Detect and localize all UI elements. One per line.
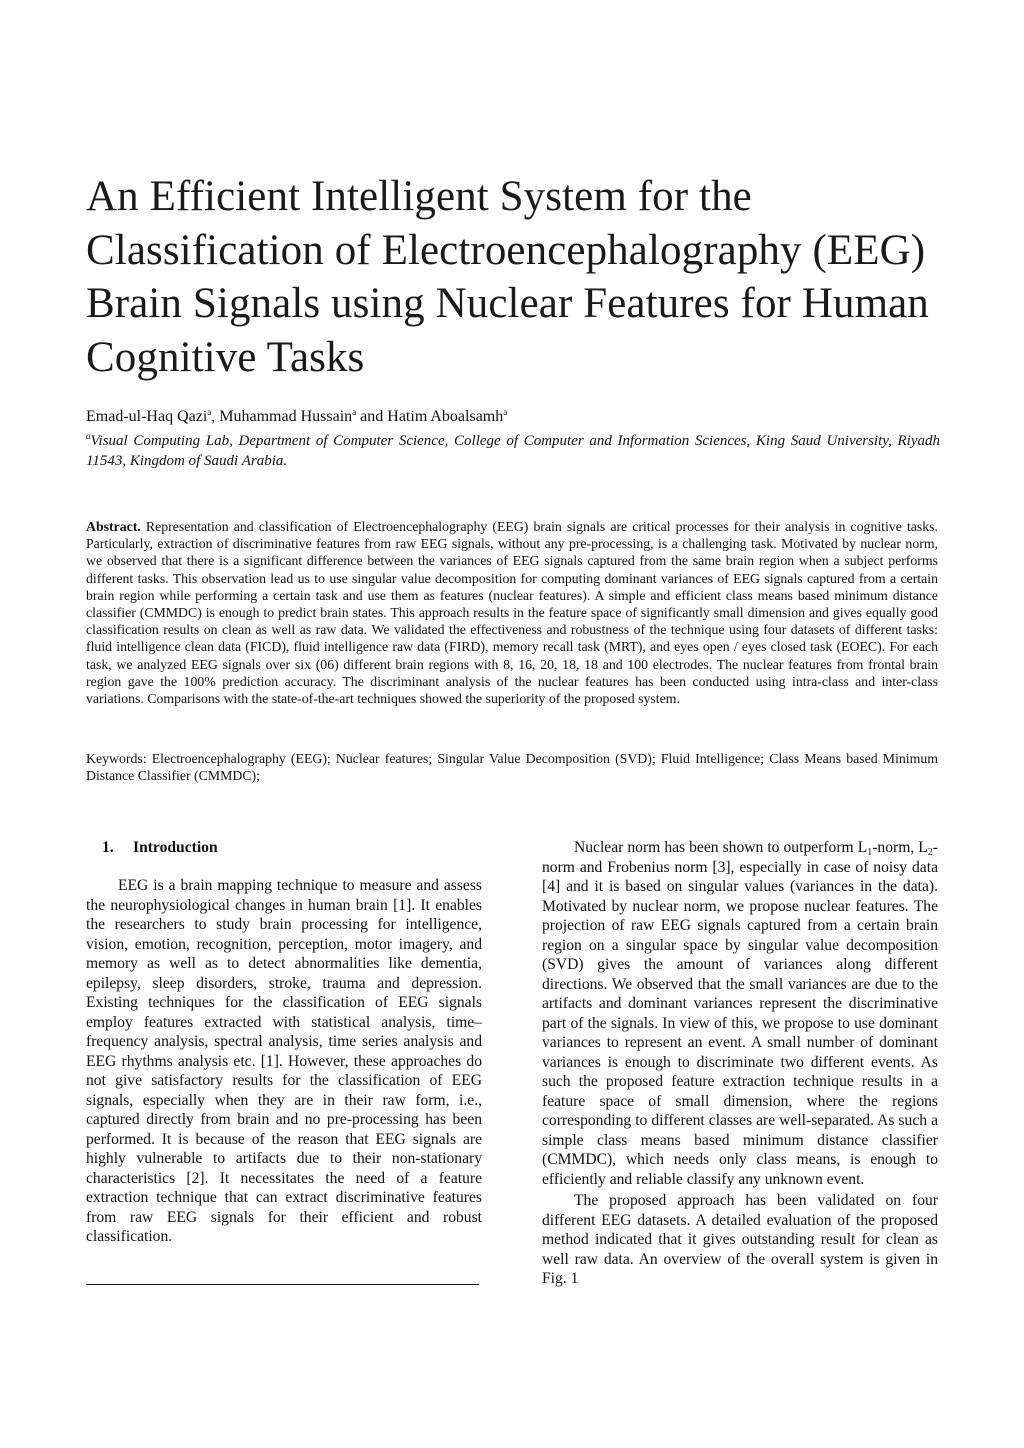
title-line: An Efficient Intelligent System for the: [86, 173, 752, 220]
author-name: Muhammad Hussain: [219, 408, 353, 425]
abstract-text: Representation and classification of Electroencephalography (EEG) brain signals are critical processes for their analysis in cognitive tasks. Particularly, extraction of discriminative features from raw EEG signals, without any pre-processing, is a challenging task. Motivated by nuclear norm, we observed that there is a significant difference between the variances of EEG signals captured from the same brain region when a subject performs different tasks. This observation lead us to use singular value decomposition for computing dominant variances of EEG signals captured from a certain brain region while performing a certain task and use them as features (nuclear features). A simple and efficient class means based minimum distance classifier (CMMDC) is enough to predict brain states. This approach results in the feature space of significantly small dimension and gives equally good classification results on clean as well as raw data. We validated the effectiveness and robustness of the technique using four datasets of different tasks: fluid intelligence clean data (FICD), fluid intelligence raw data (FIRD), memory recall task (MRT), and eyes open / eyes closed task (EOEC). For each task, we analyzed EEG signals over six (06) different brain regions with 8, 16, 20, 18, 18 and 100 electrodes. The nuclear features from frontal brain region gave the 100% prediction accuracy. The discriminant analysis of the nuclear features has been conducted using intra-class and inter-class variations. Comparisons with the state-of-the-art techniques showed the superiority of the proposed system.: [86, 519, 938, 707]
affiliation-mark: a: [86, 431, 91, 441]
abstract: [86, 518, 938, 707]
section-title: Introduction: [133, 839, 218, 856]
paper-title: [86, 170, 946, 384]
title-line: Classification of Electroencephalography (EEG): [86, 226, 926, 274]
author-list: [86, 407, 946, 427]
text-run: Nuclear norm has been shown to outperform L: [574, 839, 868, 856]
author-affiliation-mark: a: [352, 407, 357, 417]
subscript: 2: [927, 847, 933, 858]
subscript: 1: [867, 847, 873, 858]
right-column: [542, 838, 938, 1289]
title-line: Brain Signals using Nuclear Features for Human: [86, 280, 929, 327]
affiliation: [86, 431, 940, 471]
abstract-label: Abstract.: [86, 519, 141, 534]
section-heading: [102, 838, 482, 858]
author-separator: ,: [211, 408, 220, 425]
text-run: -norm, L: [872, 839, 928, 856]
keywords: Keywords: Electroencephalography (EEG); Nuclear features; Singular Value Decomposition (SVD); Fluid Intelligence; Class Means based Minimum Distance Classifier (CMMDC);: [86, 751, 938, 784]
section-number: 1.: [102, 839, 114, 856]
affiliation-text: Visual Computing Lab, Department of Computer Science, College of Computer and Information Sciences, King Saud University, Riyadh 11543, Kingdom of Saudi Arabia.: [86, 433, 940, 469]
text-run: -norm and Frobenius norm [3], especially in case of noisy data [4] and it is based on singular values (variances in the data). Motivated by nuclear norm, we propose nuclear features. The projection of raw EEG signals captured from a certain brain region on a singular space by singular value decomposition (SVD) gives the amount of variances along different directions. We observed that the small variances are due to the artifacts and dominant variances represent the discriminative part of the signals. In view of this, we propose to use dominant variances to represent an event. A small number of dominant variances is enough to discriminate two different events. As such the proposed feature extraction technique results in a feature space of small dimension, where the regions corresponding to different classes are well-separated. As such a simple class means based minimum distance classifier (CMMDC), which needs only class means, is enough to efficiently and reliable classify any unknown event.: [542, 839, 938, 1188]
author-affiliation-mark: a: [207, 407, 212, 417]
nuclear-norm-paragraph: [542, 838, 938, 1189]
author-separator: and: [356, 408, 388, 425]
intro-paragraph: EEG is a brain mapping technique to measure and assess the neurophysiological changes in human brain [1]. It enables the researchers to study brain processing for intelligence, vision, emotion, recognition, perception, motor imagery, and memory as well as to detect abnormalities like dementia, epilepsy, sleep disorders, stroke, trauma and depression. Existing techniques for the classification of EEG signals employ features extracted with statistical analysis, time–frequency analysis, spectral analysis, time series analysis and EEG rhythms analysis etc. [1]. However, these approaches do not give satisfactory results for the classification of EEG signals, especially when they are in their raw form, i.e., captured directly from brain and no pre-processing has been performed. It is because of the reason that EEG signals are highly vulnerable to artifacts due to their non-stationary characteristics [2]. It necessitates the need of a feature extraction technique that can extract discriminative features from raw EEG signals for their efficient and robust classification.: [86, 877, 482, 1245]
validation-paragraph: The proposed approach has been validated on four different EEG datasets. A detailed evaluation of the proposed method indicated that it gives outstanding result for clean as well raw data. An overview of the overall system is given in Fig. 1: [542, 1192, 938, 1287]
title-line: Cognitive Tasks: [86, 333, 365, 381]
author-name: Emad-ul-Haq Qazi: [86, 408, 208, 425]
footnote-divider: [86, 1284, 479, 1285]
author-affiliation-mark: a: [503, 407, 508, 417]
left-column: [86, 838, 482, 1247]
author-name: Hatim Aboalsamh: [387, 408, 504, 425]
